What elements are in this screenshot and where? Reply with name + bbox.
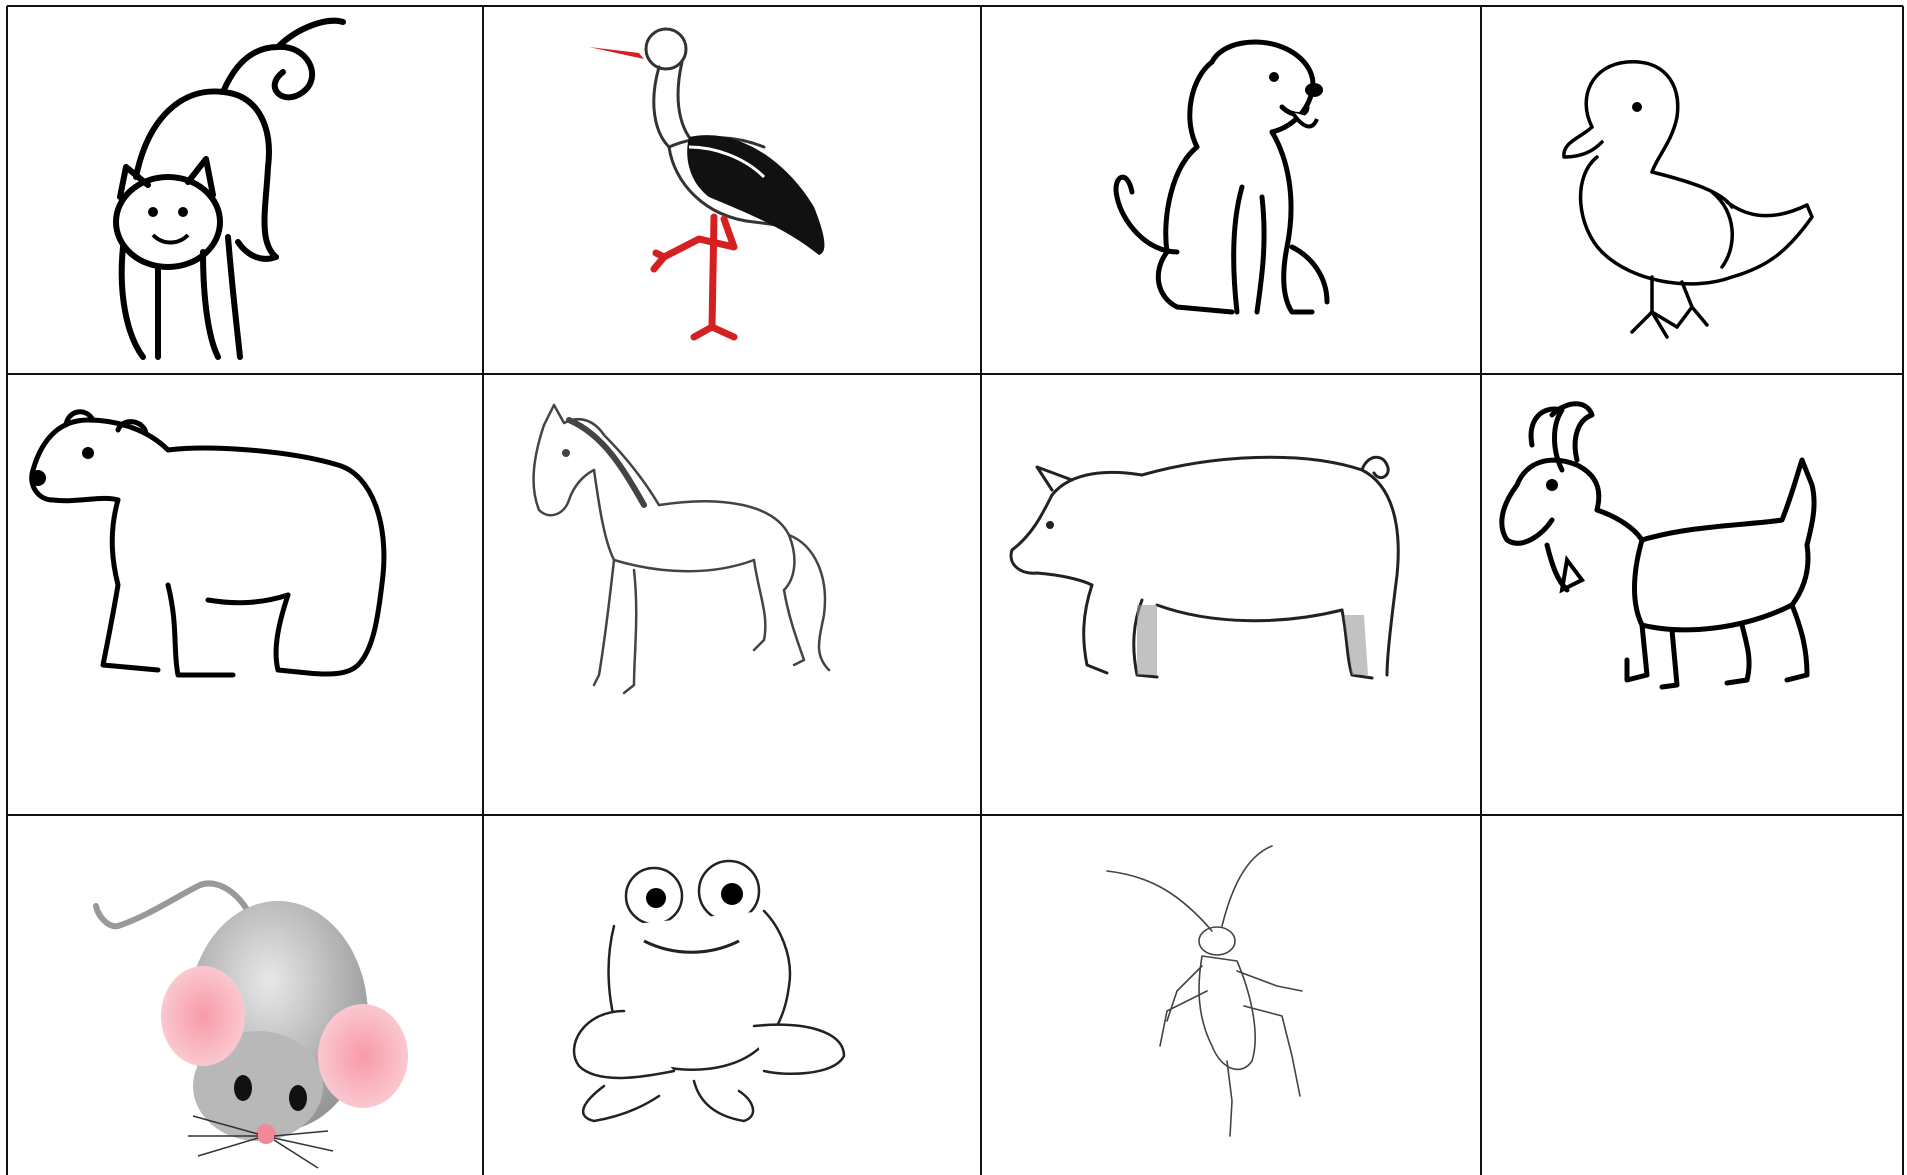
mouse-icon: [8, 816, 482, 1175]
dog-icon: [982, 7, 1480, 373]
cricket-icon: [982, 816, 1480, 1175]
stork-icon: [484, 7, 980, 373]
cell-cricket: [982, 816, 1480, 1175]
cell-duckling: [1482, 7, 1902, 373]
cell-horse: [484, 375, 980, 814]
cell-stork: [484, 7, 980, 373]
cat-icon: [8, 7, 482, 373]
cell-frog: [484, 816, 980, 1175]
goat-icon: [1482, 375, 1902, 814]
cell-empty: [1482, 816, 1902, 1175]
cell-dog: [982, 7, 1480, 373]
cell-pig: [982, 375, 1480, 814]
cell-goat: [1482, 375, 1902, 814]
duckling-icon: [1482, 7, 1902, 373]
pig-icon: [982, 375, 1480, 814]
horse-icon: [484, 375, 980, 814]
cell-mouse: [8, 816, 482, 1175]
bear-icon: [8, 375, 482, 814]
cell-bear: [8, 375, 482, 814]
cell-cat: [8, 7, 482, 373]
frog-icon: [484, 816, 980, 1175]
